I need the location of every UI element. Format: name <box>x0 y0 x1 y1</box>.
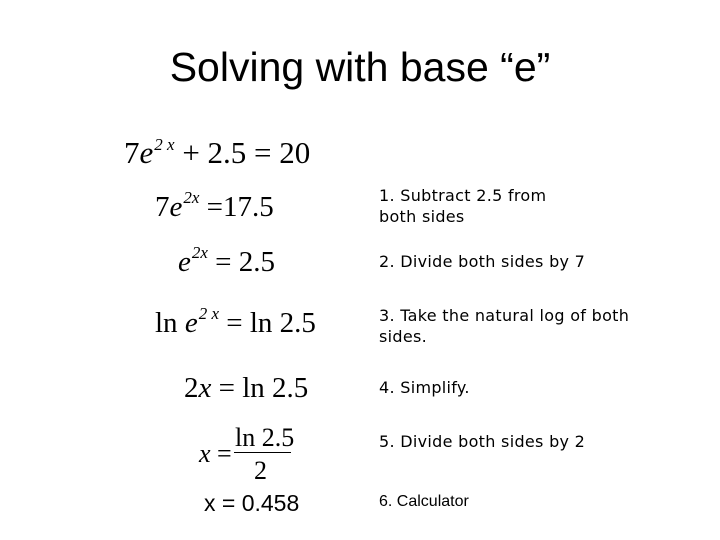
equation-4: $\ln e^{2 x} = \ln 2.5$ <box>155 304 316 339</box>
equation-5: 2x = ln 2.5 <box>184 372 309 404</box>
step-6: 6. Calculator <box>379 493 469 510</box>
equation-2: $7e^{2x} =17.5$ <box>155 188 274 223</box>
equation-1: $7e^{2 x} + 2.5 = 20$ <box>124 135 311 170</box>
equation-6-denominator: 2 <box>254 456 267 485</box>
equation-6-fraction-bar <box>234 452 291 453</box>
equation-3: $e^{2x} = 2.5$ <box>178 243 276 278</box>
equation-6-numerator: ln 2.5 <box>235 423 295 452</box>
step-4: 4. Simplify. <box>379 378 470 397</box>
slide-title: Solving with base “e” <box>169 44 551 90</box>
step-1: 1. Subtract 2.5 from both sides <box>379 186 547 226</box>
step-2: 2. Divide both sides by 7 <box>379 252 586 271</box>
step-3: 3. Take the natural log of both sides. <box>379 306 630 346</box>
step-5: 5. Divide both sides by 2 <box>379 432 586 451</box>
equation-6-lhs: x = <box>199 439 232 468</box>
answer-text: x = 0.458 <box>204 490 300 516</box>
